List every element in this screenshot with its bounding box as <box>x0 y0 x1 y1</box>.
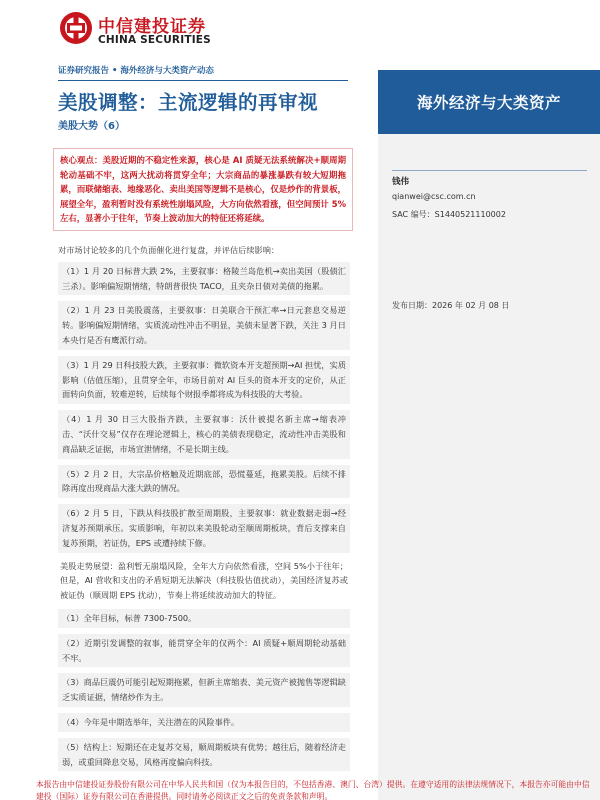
list-item: （4）今年是中期选举年，关注潜在的风险事件。 <box>58 713 350 732</box>
list-item: （6）2 月 5 日，下跌从科技股扩散至周期股，主要叙事：就业数据走弱→经济复苏预期承压。实质影响，年初以来美股轮动至顺周期板块，背后支撑来自复苏预期，若证伪，EPS 或遭持续下修。 <box>58 504 350 552</box>
list-item: （1）1 月 20 日标普大跌 2%，主要叙事：格陵兰岛危机→卖出美国（股债汇三杀）。影响偏短期情绪，特朗普很快 TACO，且夹杂日债对美债的拖累。 <box>58 262 350 296</box>
list-item: （3）1 月 29 日科技股大跌，主要叙事：微软资本开支超预期→AI 担忧，实质影响（估值压缩），且贯穿全年，市场目前对 AI 巨头的资本开支的定价，从正面转向负面，较难逆转，后续每个财报季都将成为科技股的大考验。 <box>58 356 350 404</box>
report-type: 证券研究报告 • 海外经济与大类资产动态 <box>58 66 214 76</box>
analyst-sac-number: SAC 编号：S1440521110002 <box>392 210 506 219</box>
list-item: （5）结构上：短期还在走复苏交易，顺周期板块有优势；越往后，随着经济走弱，或重回降息交易，风格再度偏向科技。 <box>58 738 350 772</box>
analyst-divider <box>392 170 587 171</box>
disclaimer-text: 本报告由中信建投证券股份有限公司在中华人民共和国（仅为本报告目的，不包括香港、澳门、台湾）提供。在遵守适用的法律法规情况下，本报告亦可能由中信建投（国际）证券有限公司在香港提供。同时请务必阅读正文之后的免责条款和声明。 <box>36 780 590 800</box>
title-block <box>58 64 348 132</box>
list-item: （4）1 月 30 日三大股指齐跌，主要叙事：沃什被提名新主席→缩表冲击、“沃什交易”仅存在理论逻辑上，核心的美债表现稳定，流动性冲击美股和商品缺乏证据，市场宣泄情绪，不是长期主线。 <box>58 410 350 458</box>
core-view-box: 核心观点：美股近期的不稳定性来源，核心是 AI 质疑无法系统解决+顺周期轮动基础不牢，这两大扰动将贯穿全年；大宗商品的暴涨暴跌有较大短期拖累，而联储缩表、地缘恶化、卖出美国等逻辑不是核心，仅是炒作的背景板，展望全年，盈利暂时没有系统性崩塌风险，大方向依然看涨，但空间预计 5%左右，显著小于往年，节奏上波动加大的特征还将延续。 <box>53 148 353 231</box>
china-securities-logo-icon <box>58 10 94 46</box>
title-divider <box>58 80 348 81</box>
analyst-email[interactable]: qianwei@csc.com.cn <box>392 192 476 201</box>
outlook-paragraph: 美股走势展望：盈利暂无崩塌风险，全年大方向依然看涨，空间 5%小于往年；但是，AI 营收和支出的矛盾短期无法解决（科技股估值扰动），美国经济复苏或被证伪（顺周期 EPS 扰动），节奏上将延续波动加大的特征。 <box>60 560 348 601</box>
category-banner: 海外经济与大类资产 <box>378 70 600 134</box>
brand-name-en: CHINA SECURITIES <box>98 34 211 46</box>
brand-name-cn: 中信建投证券 <box>98 17 206 37</box>
disclaimer-footer <box>0 775 600 800</box>
list-item: （2）近期引发调整的叙事，能贯穿全年的仅两个：AI 质疑+顺周期轮动基础不牢。 <box>58 634 350 668</box>
brand-logo <box>58 10 218 50</box>
list-item: （3）商品巨震仍可能引起短期拖累，但新主席缩表、美元资产被抛售等逻辑缺乏实质证据，情绪炒作为主。 <box>58 673 350 707</box>
page-title: 美股调整：主流逻辑的再审视 <box>58 91 319 114</box>
report-body <box>58 243 350 777</box>
list-item: （5）2 月 2 日，大宗品价格触及近期底部，恐慌蔓延，拖累美股。后续不排除再度出现商品大涨大跌的情况。 <box>58 465 350 499</box>
intro-paragraph: 对市场讨论较多的几个负面催化进行复盘，并评估后续影响： <box>58 245 280 255</box>
analyst-name: 钱伟 <box>392 177 410 187</box>
list-item: （1）全年目标，标普 7300-7500。 <box>58 609 350 628</box>
analyst-sidebar <box>378 134 600 800</box>
publish-date: 发布日期：2026 年 02 月 08 日 <box>392 301 510 310</box>
list-item: （2）1 月 23 日美股震荡，主要叙事：日美联合干预汇率→日元套息交易逆转。影响偏短期情绪，实质流动性冲击不明显，美债未显著下跌，关注 3 月日本央行是否有鹰派行动。 <box>58 301 350 349</box>
page-subtitle: 美股大势（6） <box>58 121 125 132</box>
